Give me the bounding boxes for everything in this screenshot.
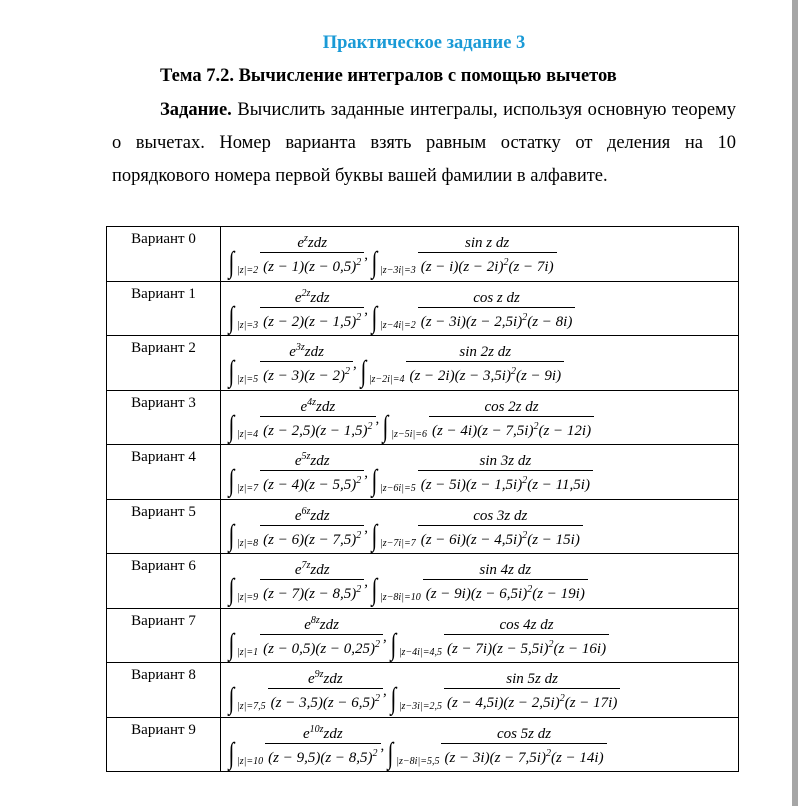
denominator-2b: (z − 7i) — [508, 259, 554, 275]
variant-formulas — [221, 554, 739, 609]
integral-sign: ∫ — [228, 300, 235, 334]
square: 2 — [548, 638, 554, 650]
denominator-2a: (z − 5i)(z − 1,5i) — [420, 477, 523, 493]
exp-base: e — [297, 235, 304, 251]
denominator-1: (z − 1)(z − 0,5) — [263, 259, 357, 275]
denominator-2a: (z − i)(z − 2i) — [420, 259, 504, 275]
denominator-1: (z − 9,5)(z − 8,5) — [268, 749, 373, 766]
variant-row — [107, 227, 739, 282]
variant-row — [107, 390, 739, 445]
integral-sign: ∫ — [382, 409, 389, 443]
variant-row — [107, 663, 739, 718]
denominator-2b: (z − 14i) — [550, 749, 604, 766]
square: 2 — [522, 529, 528, 541]
variants-table — [106, 226, 739, 772]
denominator-2a: (z − 6i)(z − 4,5i) — [420, 531, 523, 548]
denominator-2a: (z − 4i)(z − 7,5i) — [431, 422, 534, 439]
contour-2: |z−8i|=5,5 — [396, 755, 440, 767]
variant-formulas — [221, 390, 739, 445]
fraction-1 — [260, 557, 364, 604]
square: 2 — [522, 475, 528, 486]
fraction-1 — [260, 612, 383, 659]
variant-row — [107, 554, 739, 609]
square: 2 — [533, 420, 539, 432]
denominator-1: (z − 6)(z − 7,5) — [263, 531, 357, 548]
variant-formulas — [221, 281, 739, 336]
exp-base: e — [307, 671, 315, 687]
contour-2: |z−2i|=4 — [368, 374, 405, 385]
fraction-2 — [429, 398, 594, 441]
denominator-2b: (z − 9i) — [515, 368, 562, 384]
denominator-2b: (z − 8i) — [527, 313, 573, 330]
fraction-2 — [418, 234, 557, 277]
square: 2 — [356, 584, 362, 595]
numerator-2: cos 3z dz — [473, 507, 528, 524]
variant-label: Вариант 1 — [107, 281, 221, 336]
denominator-2b: (z − 15i) — [527, 531, 580, 548]
exponent: 5z — [301, 451, 311, 462]
square: 2 — [356, 529, 362, 541]
numerator-2: sin z dz — [465, 235, 510, 251]
contour-1: |z|=10 — [237, 755, 264, 767]
contour-1: |z|=1 — [237, 646, 259, 658]
integral-sign: ∫ — [228, 573, 235, 606]
comma: , — [380, 737, 385, 754]
variant-formulas — [221, 717, 739, 772]
variant-label: Вариант 4 — [107, 445, 221, 500]
square: 2 — [367, 420, 373, 432]
denominator-1: (z − 2)(z − 1,5) — [263, 313, 357, 330]
variant-formulas — [221, 499, 739, 554]
task-label: Задание. — [160, 100, 232, 120]
contour-1: |z|=7,5 — [237, 701, 266, 712]
numerator-tail: zdz — [307, 235, 328, 251]
fraction-2 — [444, 616, 609, 659]
exponent: 4z — [307, 396, 317, 408]
variant-row — [107, 445, 739, 500]
comma: , — [383, 683, 387, 699]
variant-row — [107, 336, 739, 391]
variant-formulas — [221, 336, 739, 391]
exponent: 7z — [301, 560, 311, 571]
fraction-1 — [260, 448, 364, 495]
variant-formulas — [221, 608, 739, 663]
numerator-tail: zdz — [319, 616, 339, 633]
square: 2 — [522, 311, 528, 323]
fraction-1 — [260, 285, 364, 332]
contour-2: |z−8i|=10 — [380, 592, 421, 603]
numerator-2: sin 2z dz — [459, 344, 512, 360]
variant-formulas — [221, 445, 739, 500]
square: 2 — [372, 747, 378, 759]
comma: , — [383, 628, 387, 645]
denominator-2a: (z − 9i)(z − 6,5i) — [425, 586, 528, 602]
variant-label: Вариант 8 — [107, 663, 221, 718]
variant-label: Вариант 2 — [107, 336, 221, 391]
contour-1: |z|=5 — [237, 374, 259, 385]
integral-sign: ∫ — [228, 627, 235, 661]
integral-sign: ∫ — [371, 246, 378, 279]
square: 2 — [375, 693, 381, 704]
variant-formulas — [221, 663, 739, 718]
denominator-2a: (z − 3i)(z − 7,5i) — [444, 749, 546, 766]
integral-sign: ∫ — [228, 355, 235, 388]
fraction-2 — [406, 343, 564, 386]
integral-sign: ∫ — [371, 573, 378, 606]
square: 2 — [356, 311, 362, 323]
variant-label: Вариант 0 — [107, 227, 221, 282]
contour-1: |z|=7 — [237, 483, 259, 494]
contour-2: |z−3i|=3 — [380, 265, 416, 276]
fraction-2 — [423, 561, 588, 604]
integral-sign: ∫ — [371, 300, 378, 334]
square: 2 — [545, 747, 551, 759]
exp-base: e — [304, 616, 311, 633]
exponent: z — [304, 233, 308, 244]
numerator-tail: zdz — [304, 344, 324, 360]
exp-base: e — [302, 725, 310, 742]
integral-sign: ∫ — [228, 736, 235, 770]
topic-heading: Тема 7.2. Вычисление интегралов с помощью вычетов — [160, 66, 617, 86]
numerator-tail: zdz — [323, 725, 343, 742]
comma: , — [353, 356, 357, 372]
variant-row — [107, 608, 739, 663]
denominator-2b: (z − 12i) — [538, 422, 592, 439]
variant-label: Вариант 6 — [107, 554, 221, 609]
exp-base: e — [294, 562, 302, 578]
variant-formulas — [221, 227, 739, 282]
contour-2: |z−4i|=4,5 — [398, 646, 442, 658]
square: 2 — [375, 638, 381, 650]
fraction-1 — [260, 230, 364, 277]
denominator-1: (z − 2,5)(z − 1,5) — [263, 422, 368, 439]
variant-label: Вариант 3 — [107, 390, 221, 445]
integral-sign: ∫ — [228, 464, 235, 497]
contour-2: |z−3i|=2,5 — [398, 701, 442, 712]
denominator-2a: (z − 4,5i)(z − 2,5i) — [446, 695, 560, 711]
fraction-1 — [260, 503, 364, 550]
exp-base: e — [294, 453, 302, 469]
variant-row — [107, 499, 739, 554]
task-paragraph — [112, 94, 736, 193]
denominator-2a: (z − 2i)(z − 3,5i) — [409, 368, 511, 384]
integral-sign: ∫ — [228, 518, 235, 552]
square: 2 — [559, 693, 565, 704]
square: 2 — [503, 257, 509, 268]
denominator-2b: (z − 19i) — [532, 586, 585, 602]
square: 2 — [356, 257, 362, 268]
numerator-2: cos z dz — [473, 289, 520, 306]
comma: , — [375, 410, 380, 427]
fraction-2 — [441, 725, 606, 768]
contour-1: |z|=2 — [237, 265, 259, 276]
denominator-1: (z − 0,5)(z − 0,25) — [263, 640, 376, 657]
page-title: Практическое задание 3 — [322, 33, 526, 53]
variant-label: Вариант 7 — [107, 608, 221, 663]
denominator-1: (z − 3)(z − 2) — [263, 368, 346, 384]
fraction-1 — [268, 666, 383, 713]
contour-1: |z|=3 — [237, 319, 259, 331]
fraction-2 — [444, 670, 620, 713]
comma: , — [364, 301, 369, 318]
exponent: 10z — [309, 723, 324, 735]
denominator-2a: (z − 3i)(z − 2,5i) — [420, 313, 523, 330]
numerator-tail: zdz — [310, 562, 330, 578]
denominator-1: (z − 3,5)(z − 6,5) — [270, 695, 376, 711]
variant-row — [107, 717, 739, 772]
integral-sign: ∫ — [228, 409, 235, 443]
integral-sign: ∫ — [390, 627, 397, 661]
exponent: 6z — [301, 505, 311, 517]
integral-sign: ∫ — [360, 355, 367, 388]
numerator-tail: zdz — [310, 507, 330, 524]
contour-1: |z|=9 — [237, 592, 259, 603]
numerator-2: cos 2z dz — [484, 398, 539, 415]
variant-label: Вариант 9 — [107, 717, 221, 772]
comma: , — [364, 247, 369, 263]
fraction-2 — [418, 289, 576, 332]
integral-sign: ∫ — [371, 464, 378, 497]
numerator-2: cos 4z dz — [499, 616, 554, 633]
exp-base: e — [289, 344, 296, 360]
numerator-2: sin 3z dz — [479, 453, 532, 469]
integral-sign: ∫ — [371, 518, 378, 552]
numerator-tail: zdz — [323, 671, 343, 687]
denominator-2b: (z − 11,5i) — [527, 477, 590, 493]
task-text: Вычислить заданные интегралы, используя основную теорему о вычетах. Номер варианта взять равным остатку от деления на 10 порядкового номера первой буквы вашей фамилии в алфавите. — [112, 100, 736, 186]
contour-2: |z−5i|=6 — [391, 428, 427, 440]
exponent: 8z — [310, 614, 320, 626]
page-edge-scrollbar — [792, 0, 798, 806]
fraction-1 — [260, 394, 375, 441]
contour-2: |z−4i|=2 — [380, 319, 416, 331]
square: 2 — [345, 366, 351, 377]
exponent: 3z — [295, 342, 305, 353]
denominator-1: (z − 7)(z − 8,5) — [263, 586, 357, 602]
variant-row — [107, 281, 739, 336]
contour-1: |z|=4 — [237, 428, 259, 440]
numerator-2: sin 5z dz — [506, 671, 558, 687]
comma: , — [364, 465, 369, 481]
exp-base: e — [300, 398, 308, 415]
numerator-2: sin 4z dz — [479, 562, 532, 578]
numerator-tail: zdz — [310, 289, 330, 306]
exp-base: e — [294, 289, 302, 306]
integral-sign: ∫ — [228, 682, 235, 715]
contour-2: |z−6i|=5 — [380, 483, 416, 494]
numerator-2: cos 5z dz — [496, 725, 552, 742]
numerator-tail: zdz — [310, 453, 330, 469]
denominator-2b: (z − 17i) — [564, 695, 618, 711]
variant-label: Вариант 5 — [107, 499, 221, 554]
comma: , — [364, 519, 369, 536]
square: 2 — [510, 366, 516, 377]
contour-2: |z−7i|=7 — [380, 537, 416, 549]
integral-sign: ∫ — [228, 246, 235, 279]
exponent: 9z — [314, 669, 324, 680]
numerator-tail: zdz — [316, 398, 336, 415]
fraction-2 — [418, 507, 583, 550]
denominator-1: (z − 4)(z − 5,5) — [263, 477, 357, 493]
fraction-1 — [260, 339, 353, 386]
comma: , — [364, 574, 369, 590]
integral-sign: ∫ — [390, 682, 397, 715]
fraction-1 — [265, 721, 380, 768]
denominator-2b: (z − 16i) — [553, 640, 607, 657]
integral-sign: ∫ — [387, 736, 394, 770]
square: 2 — [356, 475, 362, 486]
exp-base: e — [294, 507, 302, 524]
denominator-2a: (z − 7i)(z − 5,5i) — [446, 640, 549, 657]
square: 2 — [527, 584, 533, 595]
exponent: 2z — [301, 287, 311, 299]
fraction-2 — [418, 452, 593, 495]
contour-1: |z|=8 — [237, 537, 259, 549]
